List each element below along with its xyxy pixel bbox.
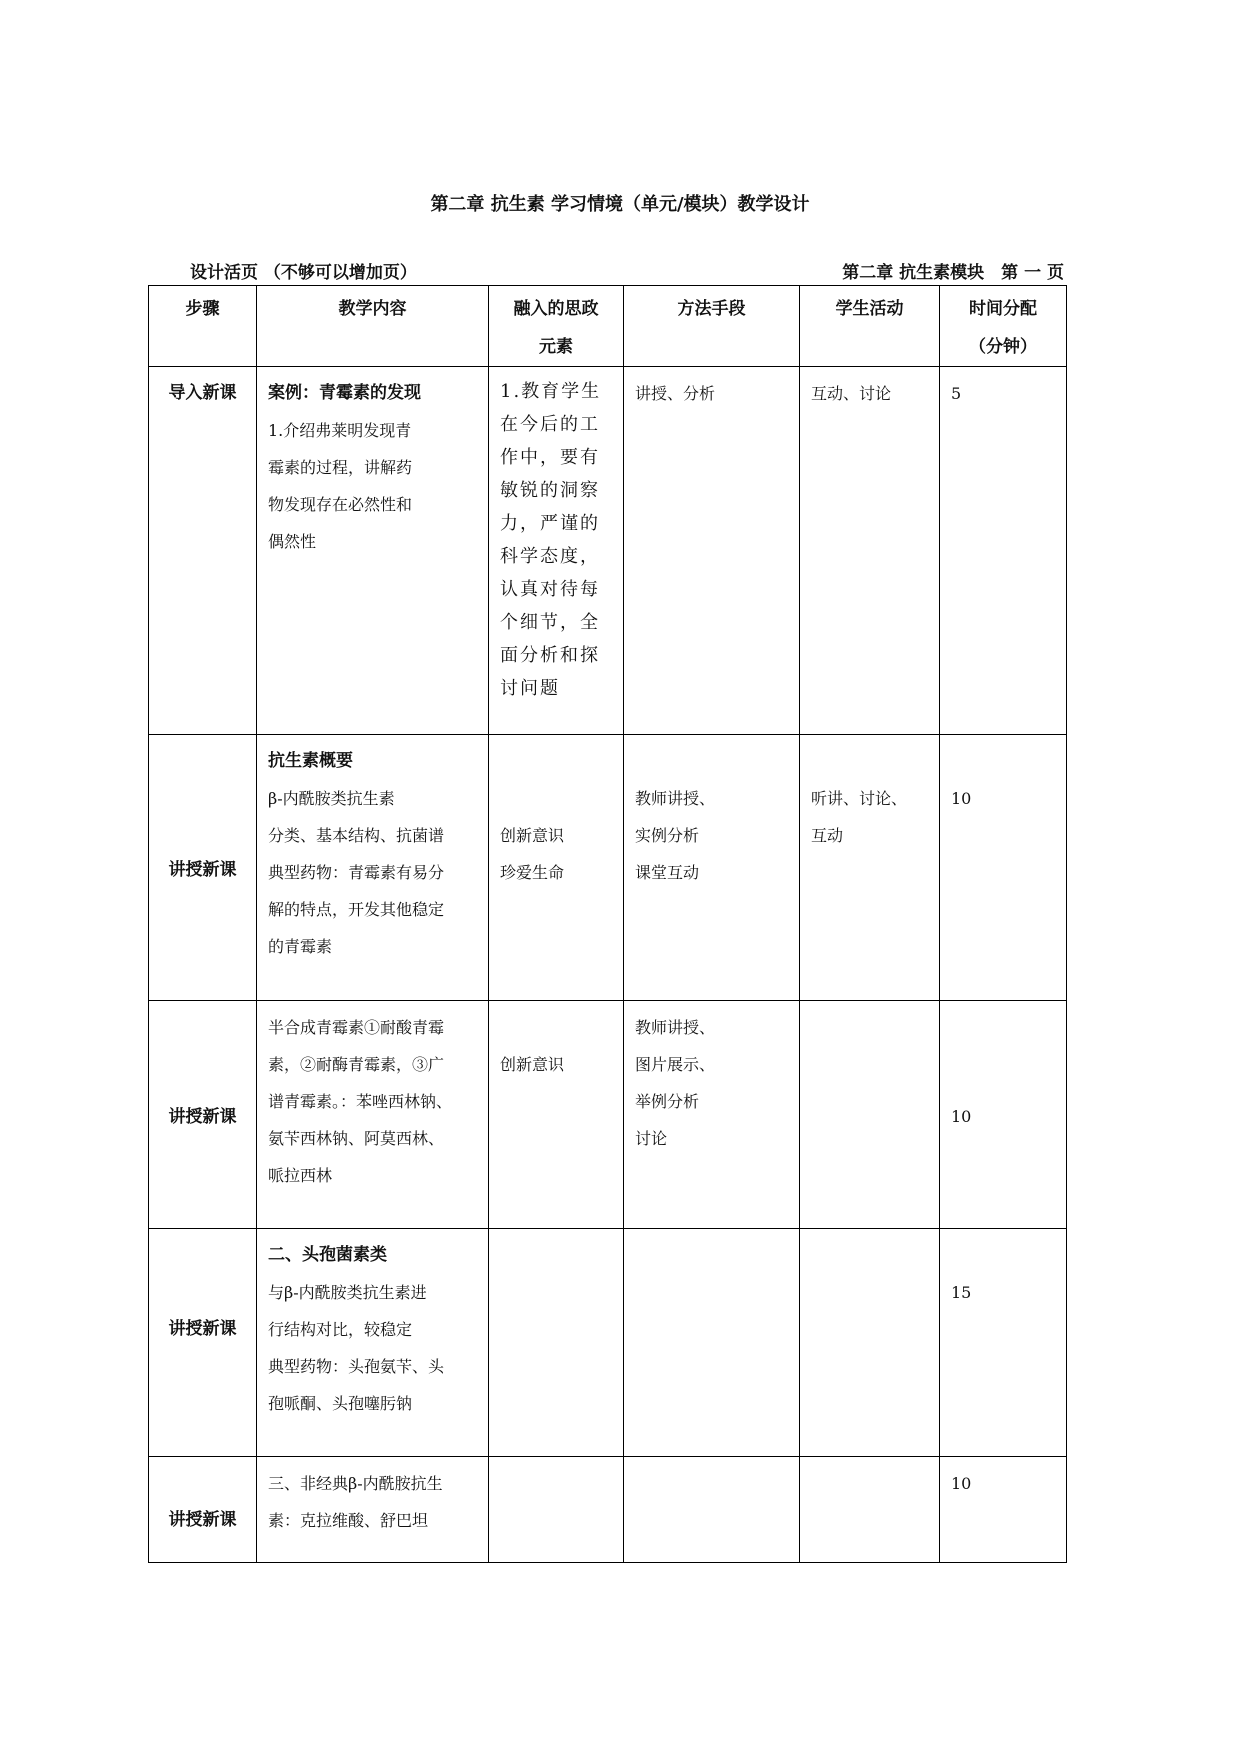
table-row: [149, 1457, 1067, 1563]
row-step: 讲授新课: [149, 1001, 257, 1229]
page-title: 第二章 抗生素 学习情境（单元/模块）教学设计: [430, 194, 810, 215]
header-ideology: 融入的思政 元素: [489, 286, 624, 367]
teaching-design-table: [148, 285, 1067, 1563]
row-method: 教师讲授、 图片展示、 举例分析 讨论: [624, 1001, 800, 1229]
row-content: 二、头孢菌素类 与β-内酰胺类抗生素进 行结构对比，较稳定 典型药物：头孢氨苄、头 孢哌酮、头孢噻肟钠: [257, 1229, 489, 1457]
row-activity: [800, 1229, 940, 1457]
row-ideology: 创新意识: [489, 1001, 624, 1229]
row-activity: [800, 1001, 940, 1229]
row-activity: 互动、讨论: [800, 367, 940, 735]
row-time: 5: [940, 367, 1067, 735]
table-header-row: [149, 286, 1067, 367]
row-content: 抗生素概要 β-内酰胺类抗生素 分类、基本结构、抗菌谱 典型药物：青霉素有易分 解的特点，开发其他稳定 的青霉素: [257, 735, 489, 1001]
header-time: 时间分配 （分钟）: [940, 286, 1067, 367]
row-time: 15: [940, 1229, 1067, 1457]
header-content: 教学内容: [257, 286, 489, 367]
row-time: 10: [940, 1001, 1067, 1229]
row-method: [624, 1229, 800, 1457]
table-row: [149, 1229, 1067, 1457]
row-step: 讲授新课: [149, 1229, 257, 1457]
row-ideology: [489, 1229, 624, 1457]
row-content: 三、非经典β-内酰胺抗生 素：克拉维酸、舒巴坦: [257, 1457, 489, 1563]
row-method: 教师讲授、 实例分析 课堂互动: [624, 735, 800, 1001]
header-activity: 学生活动: [800, 286, 940, 367]
row-content: 半合成青霉素①耐酸青霉 素，②耐酶青霉素，③广 谱青霉素。：苯唑西林钠、 氨苄西林钠、阿莫西林、 哌拉西林: [257, 1001, 489, 1229]
row-ideology: 创新意识 珍爱生命: [489, 735, 624, 1001]
row-step: 导入新课: [149, 367, 257, 735]
row-method: [624, 1457, 800, 1563]
row-content: 案例：青霉素的发现 1.介绍弗莱明发现青 霉素的过程，讲解药 物发现存在必然性和 偶然性: [257, 367, 489, 735]
row-time: 10: [940, 735, 1067, 1001]
header-method: 方法手段: [624, 286, 800, 367]
table-row: [149, 1001, 1067, 1229]
header-step: 步骤: [149, 286, 257, 367]
table-row: [149, 735, 1067, 1001]
subheader-left: 设计活页 （不够可以增加页）: [190, 263, 417, 283]
subheader-right: 第二章 抗生素模块 第 一 页: [842, 263, 1064, 283]
row-step: 讲授新课: [149, 735, 257, 1001]
row-step: 讲授新课: [149, 1457, 257, 1563]
row-activity: 听讲、讨论、 互动: [800, 735, 940, 1001]
row-activity: [800, 1457, 940, 1563]
row-time: 10: [940, 1457, 1067, 1563]
row-ideology: [489, 1457, 624, 1563]
row-ideology: 1.教育学生 在今后的工 作中，要有 敏锐的洞察 力，严谨的 科学态度， 认真对待每 个细节，全 面分析和探 讨问题: [489, 367, 624, 735]
row-method: 讲授、分析: [624, 367, 800, 735]
table-row: [149, 367, 1067, 735]
